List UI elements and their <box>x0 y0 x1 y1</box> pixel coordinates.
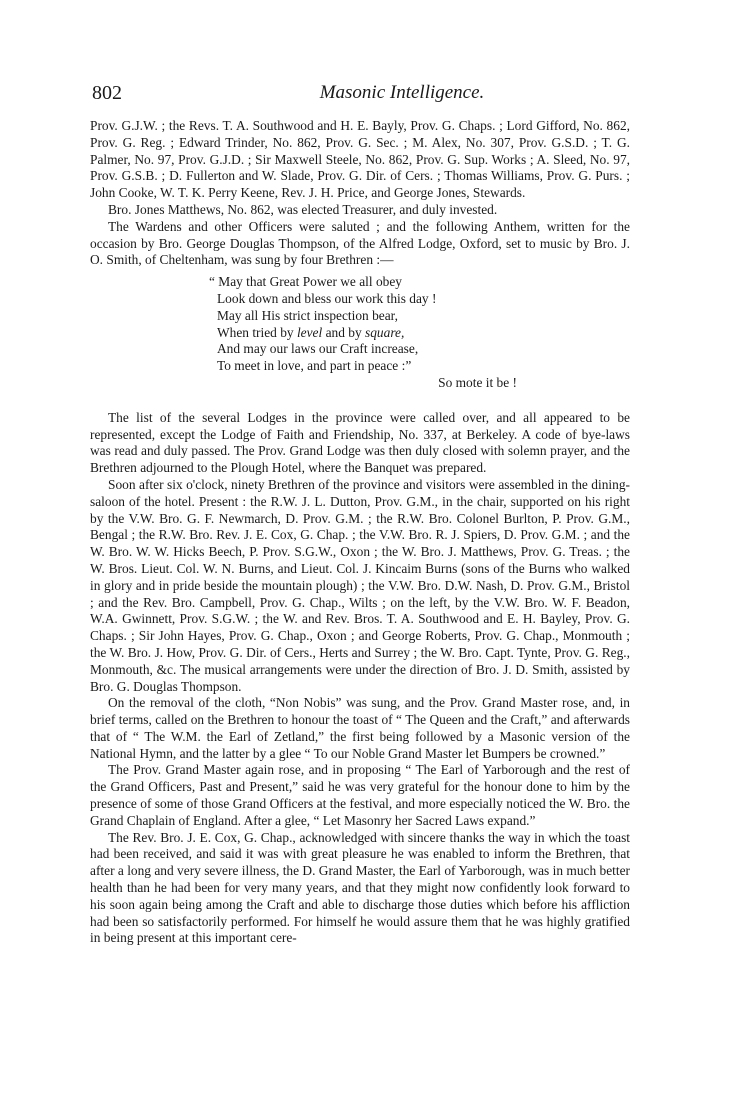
verse-line: “ May that Great Power we all obey <box>209 274 402 290</box>
paragraph: The Wardens and other Officers were saluted ; and the following Anthem, written for the occasion by Bro. George Douglas Thompson, of the Alfred Lodge, Oxford, set to music by Bro. J. O. Smith, of Cheltenham, was sung by four Brethren :— <box>90 218 630 268</box>
verse-emphasis-square: square, <box>365 324 405 340</box>
page-number: 802 <box>92 82 122 104</box>
paragraph: On the removal of the cloth, “Non Nobis” was sung, and the Prov. Grand Master rose, and, in brief terms, called on the Brethren to honour the toast of “ The Queen and the Craft,” and afterwards that of “ The W.M. the Earl of Zetland,” the first being followed by a Masonic version of the National Hymn, and the latter by a glee “ To our Noble Grand Master let Bumpers be crowned.” <box>90 695 630 761</box>
verse-fragment: When tried by <box>217 324 297 340</box>
verse-line: And may our laws our Craft increase, <box>217 341 419 357</box>
verse-closing: So mote it be ! <box>438 374 517 390</box>
paragraph: Soon after six o'clock, ninety Brethren of the province and visitors were assembled in the dining-saloon of the hotel. Present : the R.W. J. L. Dutton, Prov. G.M., in the chair, supported on his right by the V.W. Bro. G. F. Newmarch, D. Prov. G.M. ; the R.W. Bro. Colonel Burlton, P. Prov. G.M., Bengal ; the R.W. Bro. Rev. J. E. Cox, G. Chap. ; the V.W. Bro. R. J. Spiers, D. Prov. G.M. ; and the W. Bro. W. W. Hicks Beech, P. Prov. S.G.W., Oxon ; the W. Bro. J. Matthews, Prov. G. Treas. ; the W. Bros. Lieut. Col. W. N. Burns, and Lieut. Col. J. Kincaim Burns (sons of the Burns who walked in glory and in pride beside the mountain plough) ; the V.W. Bro. D.W. Nash, D. Prov. G.M., Bristol ; and the Rev. Bro. Campbell, Prov. G. Chap., Wilts ; on the left, by the V.W. Bro. W. F. Beadon, W.A. Gwinnett, Prov. S.G.W. ; the W. and Rev. Bros. T. A. Southwood and E. H. Bayley, Prov. G. Chaps. ; Sir John Hayes, Prov. G. Chap., Oxon ; and George Roberts, Prov. G. Chap., Monmouth ; the W. Bro. J. How, Prov. G. Dir. of Cers., Herts and Surrey ; the W. Bro. Capt. Tynte, Prov. G. Reg., Monmouth, &c. The musical arrangements were under the direction of Bro. J. D. Smith, assisted by Bro. G. Douglas Thompson. <box>90 476 630 694</box>
verse-line: Look down and bless our work this day ! <box>217 290 437 306</box>
verse-fragment: and by <box>322 324 366 340</box>
paragraph: The Rev. Bro. J. E. Cox, G. Chap., acknowledged with sincere thanks the way in which the toast had been received, and said it was with great pleasure he was enabled to inform the Brethren, that after a long and very severe illness, the D. Grand Master, the Earl of Yarborough, was in much better health than he had been for very many years, and that they might now confidently look forward to his soon again being among the Craft and able to discharge those duties which before his affliction had been so satisfactorily performed. For himself he would assure them that he was highly gratified in being present at this important cere- <box>90 829 630 946</box>
verse-line: To meet in love, and part in peace :” <box>217 358 412 374</box>
paragraph: The list of the several Lodges in the province were called over, and all appeared to be represented, except the Lodge of Faith and Friendship, No. 337, at Berkeley. A code of bye-laws was read and duly passed. The Prov. Grand Lodge was then duly closed with solemn prayer, and the Brethren adjourned to the Plough Hotel, where the Banquet was prepared. <box>90 409 630 476</box>
page-header <box>92 82 632 108</box>
article-body <box>90 118 630 947</box>
paragraph: Bro. Jones Matthews, No. 862, was elected Treasurer, and duly invested. <box>108 201 498 217</box>
verse-line <box>217 325 517 342</box>
anthem-verse <box>209 274 517 392</box>
paragraph: The Prov. Grand Master again rose, and in proposing “ The Earl of Yarborough and the rest of the Grand Officers, Past and Present,” said he was very grateful for the honour done to him by the presence of some of those Grand Officers at the festival, and more especially noticed the W. Bro. the Grand Chaplain of England. After a glee, “ Let Masonry her Sacred Laws expand.” <box>90 762 630 828</box>
verse-emphasis-level: level <box>296 324 323 340</box>
paragraph: Prov. G.J.W. ; the Revs. T. A. Southwood and H. E. Bayly, Prov. G. Chaps. ; Lord Gifford, No. 862, Prov. G. Reg. ; Edward Trinder, No. 862, Prov. G. Sec. ; M. Alex, No. 307, Prov. G.S.D. ; T. G. Palmer, No. 97, Prov. G.J.D. ; Sir Maxwell Steele, No. 862, Prov. G. Sup. Works ; A. Sleed, No. 97, Prov. G.S.B. ; D. Fullerton and W. Slade, Prov. G. Dir. of Cers. ; Thomas Williams, Prov. G. Purs. ; John Cooke, W. T. K. Perry Keene, Rev. J. H. Price, and George Jones, Stewards. <box>90 118 630 201</box>
verse-line: May all His strict inspection bear, <box>217 307 398 323</box>
running-head: Masonic Intelligence. <box>319 82 485 103</box>
